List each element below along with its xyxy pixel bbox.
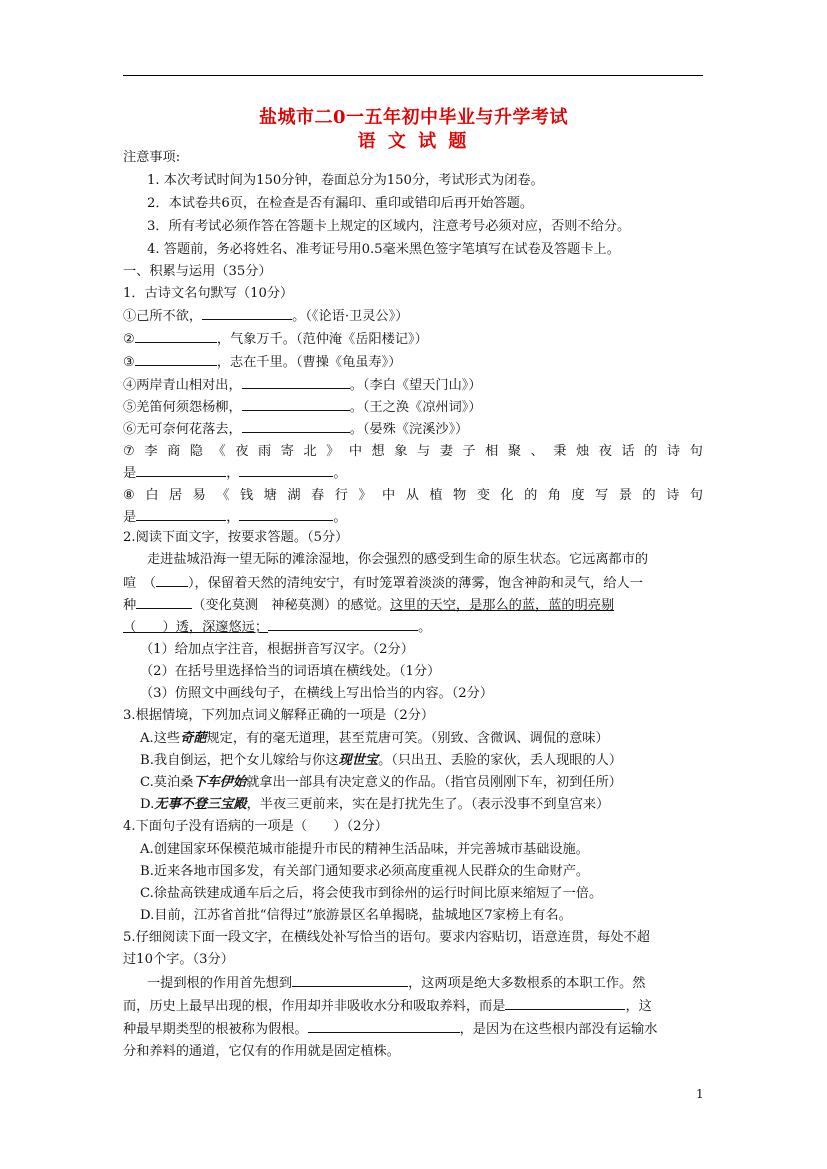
q4-option-a: A.创建国家环保模范城市能提升市民的精神生活品味，并完善城市基础设施。	[140, 842, 589, 857]
q2-passage: （ ）透，深邃悠远； 。	[123, 617, 431, 638]
exam-title: 盐城市二0一五年初中毕业与升学考试	[258, 107, 569, 128]
char: 相	[485, 444, 499, 459]
char: 诗	[666, 444, 681, 459]
q1-line-4: ④两岸青山相对出， 。（李白《望天门山》）	[123, 375, 482, 396]
char: 易	[192, 488, 206, 503]
q2-subquestion: （3）仿照文中画线句子，在横线上写出恰当的内容。（2分）	[140, 686, 494, 701]
answer-blank[interactable]	[136, 507, 226, 521]
char: 诗	[666, 488, 680, 503]
q2-passage: 种 （变化莫测 神秘莫测）的感觉。这里的天空，是那么的蓝，蓝的明亮剔	[123, 595, 614, 616]
q4-option-d: D.目前，江苏省首批“信得过”旅游景区名单揭晓，盐城地区7家榜上有名。	[140, 908, 572, 923]
char: 度	[571, 488, 585, 503]
char: 商	[167, 444, 181, 459]
char: 植	[429, 488, 443, 503]
q4-option-b: B.近来各地市国多发，有关部门通知要求必须高度重视人民群众的生命财产。	[140, 864, 590, 879]
notice-heading: 注意事项:	[123, 150, 181, 165]
char: 从	[405, 488, 419, 503]
answer-blank[interactable]	[242, 419, 350, 433]
char: 烛	[576, 444, 590, 459]
question-5-heading: 5.仔细阅读下面一段文字，在横线处补写恰当的语句。要求内容贴切，语意连贯，每处不超	[123, 930, 650, 945]
section-heading: 一、积累与运用（35分）	[123, 264, 272, 279]
char: 白	[145, 488, 159, 503]
header-rule	[123, 75, 703, 76]
char: 居	[168, 488, 183, 503]
answer-blank[interactable]	[135, 329, 217, 343]
answer-blank[interactable]	[242, 397, 350, 411]
char: 写	[595, 488, 609, 503]
char: 角	[547, 488, 561, 503]
char: 《	[216, 488, 230, 503]
char: 妻	[439, 444, 453, 459]
page-number: 1	[696, 1087, 704, 1101]
exam-subtitle: 语 文 试 题	[357, 131, 470, 152]
q1-line-5: ⑤羌笛何须怨杨柳， 。（王之涣《凉州词》）	[123, 397, 482, 418]
q5-passage: 种最早期类型的根被称为假根。 ，是因为在这些根内部没有运输水	[123, 1019, 657, 1040]
answer-blank[interactable]	[292, 973, 408, 987]
char: 化	[500, 488, 514, 503]
char: 、	[530, 444, 544, 459]
char: 行	[334, 488, 348, 503]
char: 北	[303, 444, 317, 459]
q1-line-7-answer: 是 ， 。	[123, 463, 347, 484]
question-1-heading: 1．古诗文名句默写（10分）	[123, 286, 294, 301]
char: 李	[144, 444, 158, 459]
notice-item: 4. 答题前，务必将姓名、准考证号用0.5毫米黑色签字笔填写在试卷及答题卡上。	[147, 242, 620, 257]
question-3-heading: 3.根据情境，下列加点词义解释正确的一项是（2分）	[123, 708, 435, 723]
answer-blank[interactable]	[242, 375, 350, 389]
q5-passage: 一提到根的作用首先想到 ，这两项是绝大多数根系的本职工作。然	[147, 973, 645, 994]
q3-option-d: D.无事不登三宝殿，半夜三更前来，实在是打扰先生了。（表示没事不到皇宫来）	[140, 797, 610, 812]
answer-blank[interactable]	[136, 463, 226, 477]
notice-item: 1. 本次考试时间为150分钟，卷面总分为150分，考试形式为闭卷。	[147, 173, 544, 188]
answer-blank[interactable]	[308, 1019, 460, 1033]
char: 寄	[280, 444, 294, 459]
q3-option-c: C.莫泊桑下车伊始就拿出一部具有决定意义的作品。（指官员刚刚下车，初到任所）	[140, 775, 622, 790]
answer-blank[interactable]	[136, 595, 192, 609]
justified-line	[123, 442, 703, 462]
question-5-heading-cont: 过10个字。（3分）	[123, 952, 234, 967]
answer-blank[interactable]	[505, 996, 625, 1010]
char: 夜	[598, 444, 612, 459]
q1-line-2: ② ，气象万千。（范仲淹《岳阳楼记》）	[123, 329, 428, 350]
q1-line-1: ①己所不欲， 。（《论语·卫灵公》）	[123, 306, 408, 327]
justified-line	[123, 486, 703, 506]
q3-option-a: A.这些奇葩规定，有的毫无道理，甚至荒唐可笑。（别致、含微讽、调侃的意味）	[140, 731, 609, 746]
char: 子	[462, 444, 476, 459]
char: 的	[642, 488, 656, 503]
char: 句	[689, 444, 703, 459]
char: 的	[524, 488, 538, 503]
answer-blank[interactable]	[239, 507, 333, 521]
char: 中	[348, 444, 363, 459]
char: 钱	[240, 488, 254, 503]
answer-blank[interactable]	[202, 306, 292, 320]
char: 雨	[257, 444, 272, 459]
q3-option-b: B.我自倒运，把个女儿嫁给与你这现世宝。（只出丑、丢脸的家伙，丢人现眼的人）	[140, 753, 623, 768]
answer-blank[interactable]	[268, 617, 418, 631]
notice-item: 3．所有考试必须作答在答题卡上规定的区域内，注意考号必须对应，否则不给分。	[147, 219, 631, 234]
q5-passage: 分和养料的通道，它仅有的作用就是固定植株。	[123, 1044, 400, 1059]
char: 秉	[553, 444, 567, 459]
q4-option-c: C.徐盐高铁建成通车后之后，将会使我市到徐州的运行时间比原来缩短了一倍。	[140, 886, 603, 901]
q5-passage: 而，历史上最早出现的根，作用却并非吸收水分和吸取养料，而是 ，这	[123, 996, 652, 1017]
char: 》	[326, 444, 340, 459]
char: 中	[382, 488, 396, 503]
char: 与	[416, 444, 431, 459]
q2-passage: 走进盐城沿海一望无际的滩涂湿地，你会强烈的感受到生命的原生状态。它远离都市的	[147, 552, 649, 567]
char: 景	[618, 488, 632, 503]
char: 句	[689, 488, 703, 503]
q2-subquestion: （1）给加点字注音，根据拼音写汉字。（2分）	[140, 642, 414, 657]
char: 春	[311, 488, 325, 503]
char: 物	[453, 488, 467, 503]
char: ⑦	[123, 444, 135, 459]
char: 想	[371, 444, 385, 459]
answer-blank[interactable]	[156, 573, 188, 587]
char: 塘	[263, 488, 277, 503]
answer-blank[interactable]	[239, 463, 333, 477]
char: 的	[644, 444, 658, 459]
char: 夜	[235, 444, 249, 459]
q1-line-6: ⑥无可奈何花落去， 。（晏殊《浣溪沙》）	[123, 419, 468, 440]
char: 隐	[189, 444, 203, 459]
char: ⑧	[123, 488, 135, 503]
char: 》	[358, 488, 372, 503]
q1-line-8-answer: 是 ， 。	[123, 507, 347, 528]
q1-line-8	[123, 486, 703, 506]
q1-line-3: ③ ，志在千里。（曹操《龟虽寿》）	[123, 352, 401, 373]
char: 《	[212, 444, 226, 459]
char: 象	[394, 444, 408, 459]
q2-passage: 喧 （ ），保留着天然的清纯安宁，有时笼罩着淡淡的薄雾，饱含神韵和灵气，给人一	[123, 573, 643, 594]
char: 湖	[287, 488, 301, 503]
char: 变	[476, 488, 490, 503]
char: 话	[621, 444, 635, 459]
answer-blank[interactable]	[135, 352, 217, 366]
question-4-heading: 4.下面句子没有语病的一项是（ ）（2分）	[123, 819, 388, 834]
char: 聚	[507, 444, 522, 459]
question-2-heading: 2.阅读下面文字，按要求答题。（5分）	[123, 530, 349, 545]
q1-line-7	[123, 442, 703, 462]
notice-item: 2．本试卷共6页，在检查是否有漏印、重印或错印后再开始答题。	[147, 196, 534, 211]
q2-subquestion: （2）在括号里选择恰当的词语填在横线处。（1分）	[140, 664, 441, 679]
